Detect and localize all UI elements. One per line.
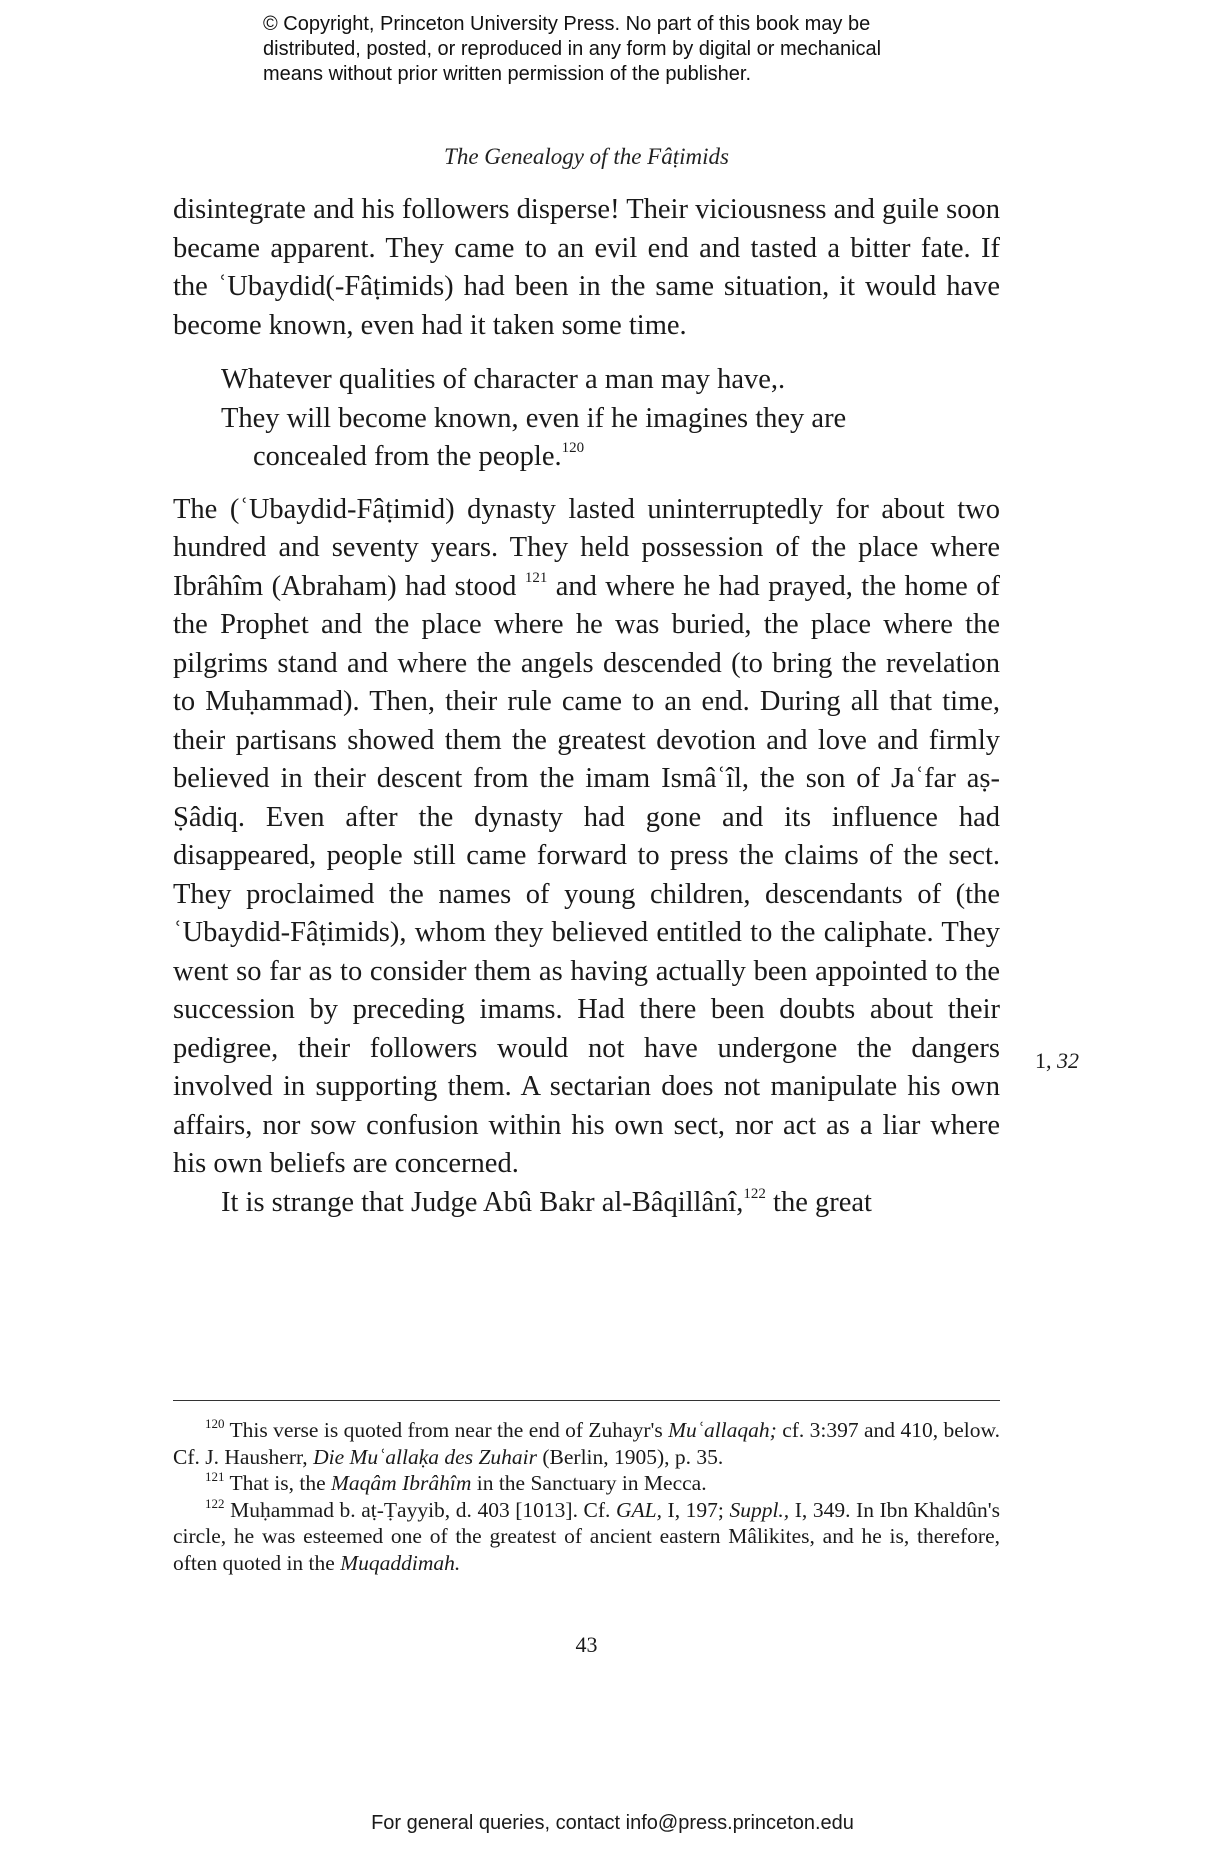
main-text [173,191,1000,1222]
verse-line-2: They will become known, even if he imagines they are [221,402,847,434]
copyright-notice [263,12,1023,87]
running-head: The Genealogy of the Fâṭimids [444,144,729,169]
copyright-line-1: © Copyright, Princeton University Press. No part of this book may be [263,13,871,35]
footnote-122-text-a: Muḥammad b. aṭ-Ṭayyib, d. 403 [1013]. Cf. [230,1497,616,1522]
footnote-122-title-2: Suppl., [729,1497,790,1522]
contact-line: For general queries, contact info@press.princeton.edu [371,1812,854,1834]
footnote-120-title-1: Muʿallaqah; [668,1418,777,1442]
footnote-ref-120[interactable]: 120 [561,440,585,456]
footnote-number-122: 122 [205,1495,225,1511]
paragraph-2-part-a: The (ʿUbaydid-Fâṭimid) dynasty lasted uninterruptedly for about two hundred and seventy years. They held possession of the place where Ibrâhîm (Abraham) had stood [173,493,1000,602]
verse-line-1: Whatever qualities of character a man may have,. [221,364,786,395]
footnote-number-120: 120 [205,1416,225,1431]
footnote-divider [173,1400,1000,1401]
footnote-120-text-b: cf. 3:397 and 410, below. Cf. J. Hausherr, [173,1418,1000,1469]
footnote-ref-122[interactable]: 122 [743,1185,766,1202]
verse-line-3-text: concealed from the people. [253,441,562,472]
footnote-122-title-3: Muqaddimah. [340,1550,461,1575]
footnote-122-title-1: GAL, [615,1497,662,1522]
margin-volume: 1, [1035,1048,1052,1073]
copyright-line-2: distributed, posted, or reproduced in any form by digital or mechanical [263,38,882,60]
verse-line-3 [221,438,1000,477]
footnote-number-121: 121 [205,1469,225,1484]
paragraph-2 [173,491,1000,1184]
footnote-120-text-c: (Berlin, 1905), p. 35. [537,1444,724,1469]
footnote-121-text-b: in the Sanctuary in Mecca. [471,1471,707,1495]
footnote-ref-121[interactable]: 121 [524,569,548,586]
paragraph-3 [173,1184,1000,1223]
paragraph-3-part-b: the great [765,1186,872,1218]
footnote-120-title-2: Die Muʿallaḳa des Zuhair [313,1444,537,1469]
footnote-121-text-a: That is, the [229,1471,332,1495]
footnote-122 [173,1497,1000,1577]
margin-page-reference [1035,1047,1079,1075]
margin-page: 32 [1057,1048,1079,1073]
copyright-line-3: means without prior written permission of the publisher. [263,63,752,85]
footnotes [173,1417,1000,1576]
footnote-122-text-b: I, 197; [661,1497,730,1522]
footnote-121 [173,1470,1000,1497]
verse-quotation [173,361,1000,477]
page-number: 43 [575,1632,598,1657]
paragraph-3-part-a: It is strange that Judge Abû Bakr al-Bâqillânî, [221,1186,744,1218]
footnote-122-text-c: I, 349. In Ibn Khaldûn's circle, he was esteemed one of the greatest of ancient eastern Mâlikites, and he is, therefore, often quoted in the [173,1497,1001,1575]
footnote-121-title: Maqâm Ibrâhîm [331,1471,472,1495]
paragraph-2-part-b: and where he had prayed, the home of the Prophet and the place where he was buried, the place where the pilgrims stand and where the angels descended (to bring the revelation to Muḥammad). Then, their rule came to an end. During all that time, their partisans showed them the greatest devotion and love and firmly believed in their descent from the imam Ismâʿîl, the son of Jaʿfar aṣ-Ṣâdiq. Even after the dynasty had gone and its influence had disappeared, people still came forward to press the claims of the sect. They proclaimed the names of young children, descendants of (the ʿUbaydid-Fâṭimids), whom they believed entitled to the caliphate. They went so far as to consider them as having actually been appointed to the succession by preceding imams. Had there been doubts about their pedigree, their followers would not have undergone the dangers involved in supporting them. A sectarian does not manipulate his own affairs, nor sow confusion within his own sect, nor act as a liar where his own beliefs are concerned. [173,570,1000,1179]
footnote-120 [173,1417,1000,1470]
footnote-120-text-a: This verse is quoted from near the end of Zuhayr's [229,1418,669,1442]
paragraph-1: disintegrate and his followers disperse! Their viciousness and guile soon became apparent. They came to an evil end and tasted a bitter fate. If the ʿUbaydid(-Fâṭimids) had been in the same situation, it would have become known, even had it taken some time. [173,194,1000,341]
